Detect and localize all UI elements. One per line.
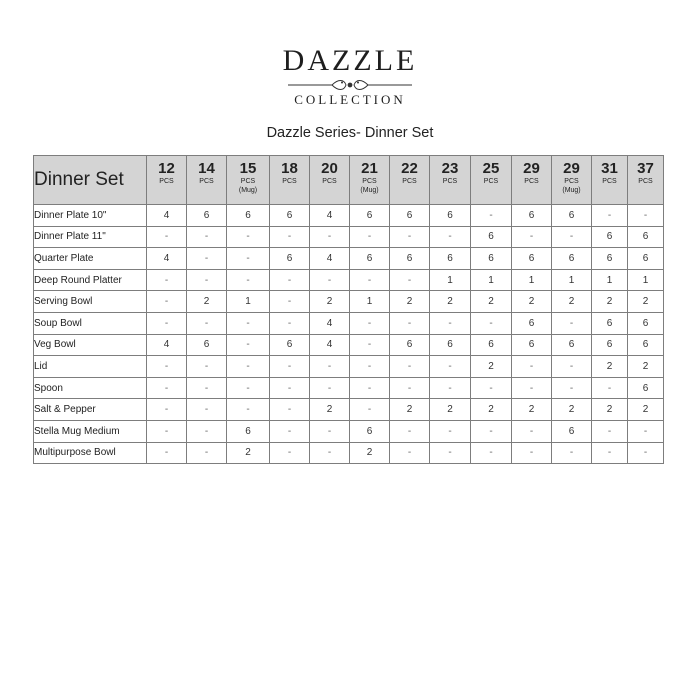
quantity-cell: 1 [552,269,592,291]
quantity-cell: 4 [147,248,187,270]
column-unit: PCS [240,178,256,185]
quantity-cell: - [147,442,187,464]
quantity-cell: - [187,356,227,378]
column-header [147,156,187,205]
quantity-cell: 2 [390,399,430,421]
quantity-cell: 6 [471,334,512,356]
dinner-set-table [33,155,664,464]
column-pieces: 14 [198,160,215,177]
column-pieces: 20 [321,160,338,177]
column-note: (Mug) [360,187,379,194]
quantity-cell: 2 [552,399,592,421]
quantity-cell: - [227,248,270,270]
item-name-cell: Spoon [34,377,147,399]
table-row [34,420,664,442]
quantity-cell: - [310,420,350,442]
quantity-cell: 4 [147,334,187,356]
table-row [34,442,664,464]
table-row [34,399,664,421]
quantity-cell: 6 [187,334,227,356]
column-unit: PCS [602,178,617,185]
quantity-cell: - [628,420,664,442]
quantity-cell: - [270,291,310,313]
quantity-cell: - [471,205,512,227]
column-unit: PCS [638,178,653,185]
table-row [34,226,664,248]
brand-subtitle: COLLECTION [294,92,406,107]
table-row [34,356,664,378]
quantity-cell: - [147,312,187,334]
quantity-cell: - [552,356,592,378]
quantity-cell: - [147,420,187,442]
column-header [270,156,310,205]
header-row [34,156,664,205]
quantity-cell: 2 [471,291,512,313]
quantity-cell: 1 [512,269,552,291]
quantity-cell: - [270,312,310,334]
column-header [628,156,664,205]
column-pieces: 37 [637,160,654,177]
quantity-cell: 6 [227,420,270,442]
quantity-cell: 6 [471,248,512,270]
quantity-cell: - [471,420,512,442]
table-row [34,291,664,313]
brand-name: DAZZLE [282,44,418,77]
quantity-cell: 4 [310,312,350,334]
quantity-cell: 6 [430,205,471,227]
flourish-ornament-icon [286,79,414,91]
quantity-cell: - [147,226,187,248]
quantity-cell: - [390,356,430,378]
item-name-cell: Veg Bowl [34,334,147,356]
column-header [350,156,390,205]
quantity-cell: - [350,399,390,421]
quantity-cell: 2 [227,442,270,464]
quantity-cell: 6 [350,420,390,442]
column-unit: PCS [402,178,417,185]
quantity-cell: - [310,442,350,464]
quantity-cell: 6 [430,248,471,270]
quantity-cell: - [390,442,430,464]
column-pieces: 15 [239,160,257,177]
column-pieces: 18 [281,160,298,177]
column-unit: PCS [282,178,297,185]
quantity-cell: 6 [227,205,270,227]
quantity-cell: - [552,226,592,248]
column-pieces: 12 [158,160,175,177]
quantity-cell: 6 [350,248,390,270]
quantity-cell: - [350,377,390,399]
quantity-cell: - [350,269,390,291]
quantity-cell: - [350,226,390,248]
quantity-cell: 6 [628,248,664,270]
quantity-cell: - [390,312,430,334]
quantity-cell: 1 [592,269,628,291]
quantity-cell: - [471,377,512,399]
quantity-cell: 4 [147,205,187,227]
quantity-cell: 2 [430,399,471,421]
quantity-cell: 1 [471,269,512,291]
quantity-cell: - [592,205,628,227]
quantity-cell: 2 [592,291,628,313]
quantity-cell: - [552,377,592,399]
column-pieces: 25 [482,160,500,177]
quantity-cell: 4 [310,205,350,227]
quantity-cell: - [430,420,471,442]
item-name-cell: Salt & Pepper [34,399,147,421]
table-body [34,205,664,464]
quantity-cell: - [227,226,270,248]
quantity-cell: 6 [592,334,628,356]
quantity-cell: 2 [310,291,350,313]
item-name-cell: Lid [34,356,147,378]
item-name-cell: Serving Bowl [34,291,147,313]
column-unit: PCS [199,178,214,185]
column-pieces: 22 [401,160,418,177]
quantity-cell: - [147,269,187,291]
quantity-cell: 6 [270,248,310,270]
quantity-cell: 2 [471,356,512,378]
quantity-cell: - [147,377,187,399]
table-title: Dazzle Series- Dinner Set [266,125,434,141]
column-pieces: 31 [601,160,618,177]
quantity-cell: 6 [512,205,552,227]
column-unit: PCS [524,178,539,185]
brand-header [0,44,700,108]
quantity-cell: 2 [310,399,350,421]
quantity-cell: 6 [628,377,664,399]
quantity-cell: 6 [552,420,592,442]
column-unit: PCS [483,178,499,185]
column-unit: PCS [159,178,174,185]
quantity-cell: - [512,226,552,248]
corner-label: Dinner Set [34,156,147,205]
quantity-cell: - [147,356,187,378]
column-pieces: 23 [441,160,459,177]
column-unit: PCS [362,178,377,185]
quantity-cell: 6 [390,205,430,227]
quantity-cell: - [592,442,628,464]
quantity-cell: - [227,377,270,399]
column-pieces: 21 [361,160,378,177]
quantity-cell: 6 [628,312,664,334]
column-unit: PCS [322,178,337,185]
quantity-cell: 4 [310,248,350,270]
quantity-cell: 6 [270,205,310,227]
quantity-cell: 6 [552,205,592,227]
column-header [187,156,227,205]
quantity-cell: 6 [187,205,227,227]
quantity-cell: 6 [592,248,628,270]
quantity-cell: 6 [390,334,430,356]
quantity-cell: 2 [628,291,664,313]
column-header [390,156,430,205]
quantity-cell: 6 [628,226,664,248]
quantity-cell: 2 [628,399,664,421]
column-header [430,156,471,205]
quantity-cell: - [430,356,471,378]
column-header [227,156,270,205]
item-name-cell: Dinner Plate 10" [34,205,147,227]
quantity-cell: - [350,356,390,378]
quantity-cell: - [270,420,310,442]
quantity-cell: - [350,312,390,334]
quantity-cell: 2 [552,291,592,313]
column-header [512,156,552,205]
quantity-cell: - [147,399,187,421]
quantity-cell: - [390,420,430,442]
quantity-cell: - [227,269,270,291]
quantity-cell: 4 [310,334,350,356]
quantity-cell: 6 [471,226,512,248]
quantity-cell: - [430,377,471,399]
quantity-cell: - [512,442,552,464]
quantity-cell: 1 [227,291,270,313]
quantity-cell: 2 [390,291,430,313]
quantity-cell: - [390,226,430,248]
quantity-cell: - [270,442,310,464]
quantity-cell: - [592,377,628,399]
quantity-cell: 6 [628,334,664,356]
quantity-cell: - [187,269,227,291]
quantity-cell: - [270,356,310,378]
quantity-cell: 2 [592,356,628,378]
quantity-cell: - [628,205,664,227]
quantity-cell: - [512,377,552,399]
column-note: (Mug) [562,187,581,194]
quantity-cell: 1 [628,269,664,291]
quantity-cell: - [310,226,350,248]
quantity-cell: - [187,399,227,421]
quantity-cell: 2 [628,356,664,378]
quantity-cell: 2 [512,399,552,421]
quantity-cell: 6 [552,334,592,356]
column-pieces: 29 [563,160,580,177]
column-pieces: 29 [523,160,540,177]
quantity-cell: 6 [552,248,592,270]
column-header [592,156,628,205]
quantity-cell: - [187,312,227,334]
item-name-cell: Stella Mug Medium [34,420,147,442]
quantity-cell: - [310,269,350,291]
item-name-cell: Dinner Plate 11" [34,226,147,248]
quantity-cell: 6 [390,248,430,270]
column-note: (Mug) [238,187,258,194]
quantity-cell: - [270,399,310,421]
quantity-cell: - [227,356,270,378]
quantity-cell: 6 [350,205,390,227]
quantity-cell: - [471,442,512,464]
quantity-cell: 2 [512,291,552,313]
item-name-cell: Quarter Plate [34,248,147,270]
quantity-cell: 2 [430,291,471,313]
quantity-cell: - [430,226,471,248]
quantity-cell: 1 [350,291,390,313]
quantity-cell: - [390,269,430,291]
quantity-cell: - [592,420,628,442]
quantity-cell: - [310,356,350,378]
quantity-cell: - [471,312,512,334]
quantity-cell: 6 [430,334,471,356]
quantity-cell: 6 [512,248,552,270]
table-row [34,377,664,399]
quantity-cell: - [227,312,270,334]
quantity-cell: - [310,377,350,399]
quantity-cell: 2 [187,291,227,313]
table-row [34,312,664,334]
quantity-cell: - [512,420,552,442]
quantity-cell: - [270,226,310,248]
quantity-cell: - [390,377,430,399]
quantity-cell: - [187,420,227,442]
table-row [34,205,664,227]
quantity-cell: - [187,442,227,464]
quantity-cell: - [628,442,664,464]
quantity-cell: - [350,334,390,356]
column-unit: PCS [442,178,458,185]
quantity-cell: 2 [350,442,390,464]
quantity-cell: - [552,442,592,464]
quantity-cell: 6 [592,226,628,248]
quantity-cell: - [187,377,227,399]
quantity-cell: - [187,226,227,248]
quantity-cell: 6 [270,334,310,356]
quantity-cell: - [430,312,471,334]
quantity-cell: - [512,356,552,378]
quantity-cell: - [552,312,592,334]
quantity-cell: - [227,399,270,421]
table-row [34,334,664,356]
column-unit: PCS [564,178,579,185]
quantity-cell: 2 [592,399,628,421]
quantity-cell: - [227,334,270,356]
table-row [34,269,664,291]
quantity-cell: 6 [512,312,552,334]
item-name-cell: Multipurpose Bowl [34,442,147,464]
quantity-cell: - [147,291,187,313]
quantity-cell: - [270,377,310,399]
column-header [552,156,592,205]
item-name-cell: Deep Round Platter [34,269,147,291]
quantity-cell: 6 [512,334,552,356]
quantity-cell: 1 [430,269,471,291]
item-name-cell: Soup Bowl [34,312,147,334]
quantity-cell: - [187,248,227,270]
quantity-cell: 2 [471,399,512,421]
quantity-cell: - [270,269,310,291]
column-header [310,156,350,205]
column-header [471,156,512,205]
quantity-cell: 6 [592,312,628,334]
quantity-cell: - [430,442,471,464]
table-row [34,248,664,270]
